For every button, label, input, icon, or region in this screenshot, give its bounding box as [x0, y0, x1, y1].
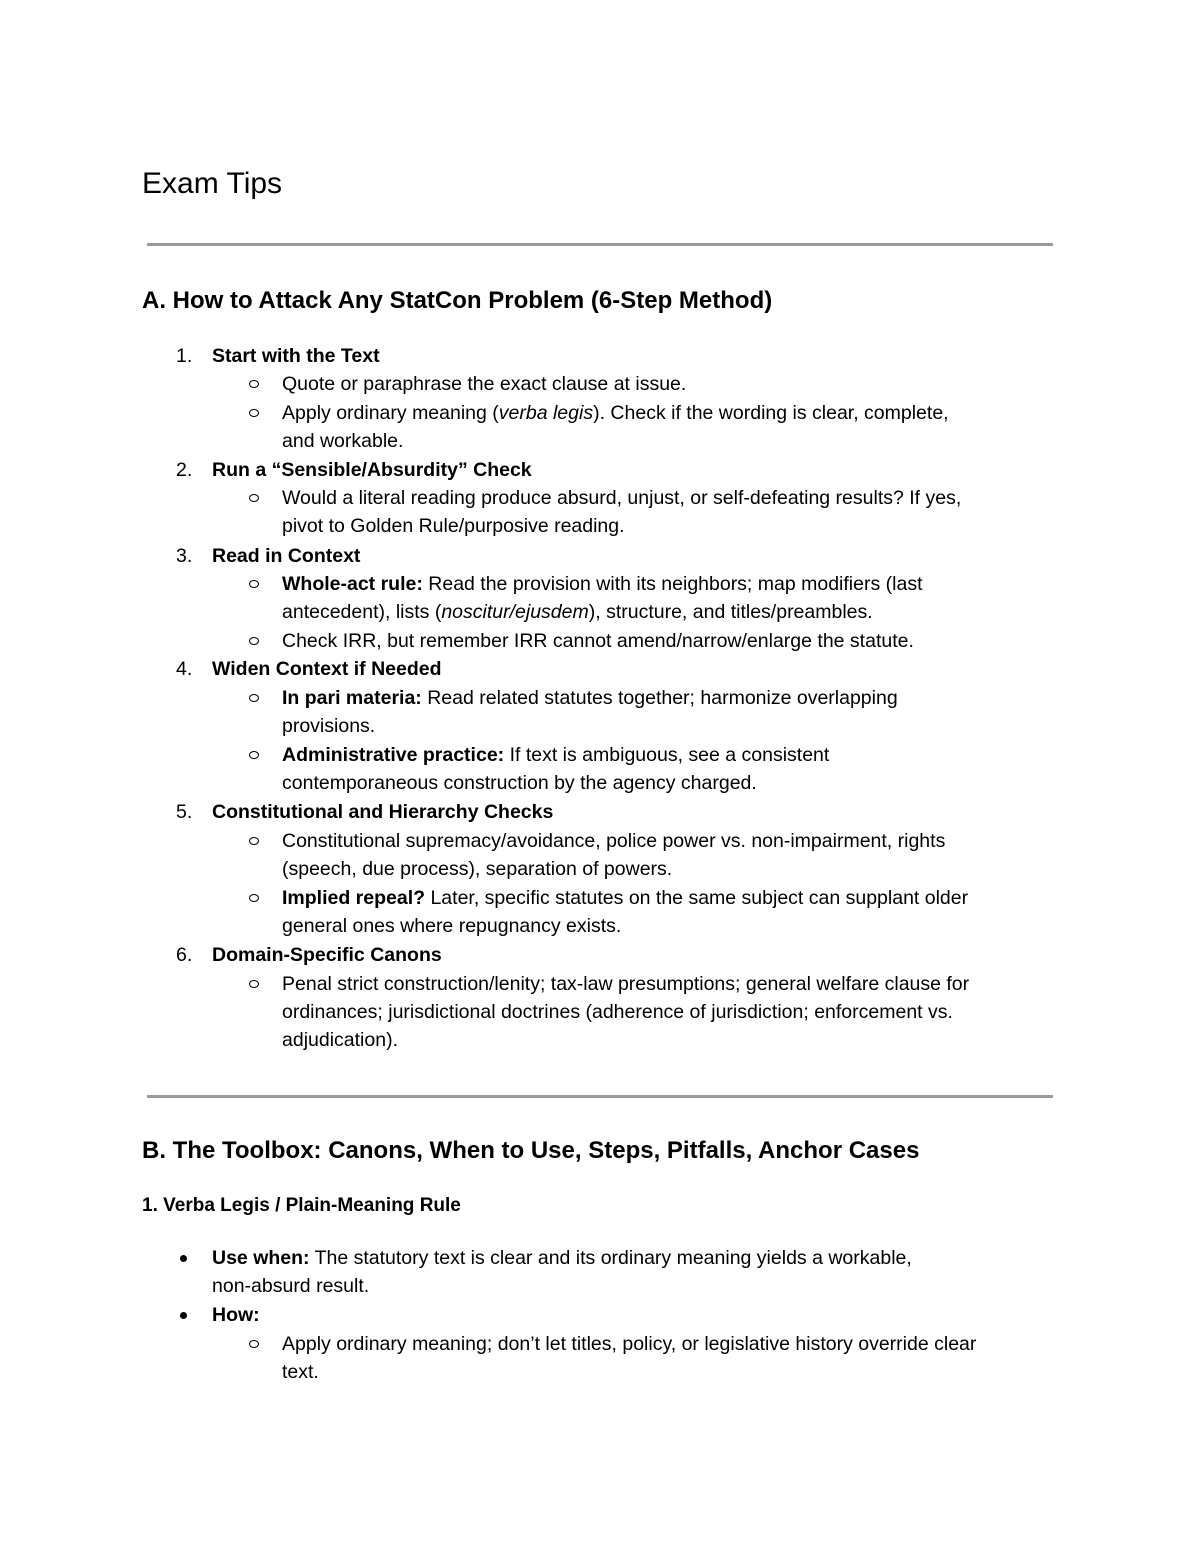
- bullet-text-continued: antecedent), lists (noscitur/ejusdem), structure, and titles/preambles.: [282, 601, 873, 623]
- hollow-bullet-icon: [249, 580, 259, 588]
- horizontal-divider: [147, 1095, 1053, 1098]
- step-label: Domain-Specific Canons: [212, 944, 442, 966]
- hollow-bullet-icon: [249, 894, 259, 902]
- step-number: 6.: [176, 944, 193, 966]
- step-number: 3.: [176, 545, 193, 567]
- hollow-bullet-icon: [249, 751, 259, 759]
- bullet-text-continued: general ones where repugnancy exists.: [282, 915, 622, 937]
- bullet-text-continued: (speech, due process), separation of powers.: [282, 858, 673, 880]
- bullet-text: Administrative practice: If text is ambiguous, see a consistent: [282, 744, 830, 766]
- bullet-text: Whole-act rule: Read the provision with its neighbors; map modifiers (last: [282, 573, 923, 595]
- horizontal-divider: [147, 243, 1053, 246]
- section-a-heading: A. How to Attack Any StatCon Problem (6-Step Method): [142, 287, 773, 314]
- step-number: 2.: [176, 459, 193, 481]
- bullet-text: Would a literal reading produce absurd, unjust, or self-defeating results? If yes,: [282, 487, 962, 509]
- bullet-text: Apply ordinary meaning; don’t let titles, policy, or legislative history override clear: [282, 1333, 977, 1355]
- bullet-text: Use when: The statutory text is clear and its ordinary meaning yields a workable,: [212, 1247, 912, 1269]
- hollow-bullet-icon: [249, 980, 259, 988]
- bullet-text-continued: adjudication).: [282, 1029, 398, 1051]
- step-label: Read in Context: [212, 545, 361, 567]
- hollow-bullet-icon: [249, 494, 259, 502]
- subsection-heading: 1. Verba Legis / Plain-Meaning Rule: [142, 1195, 461, 1216]
- hollow-bullet-icon: [249, 1340, 259, 1348]
- bullet-text-continued: contemporaneous construction by the agency charged.: [282, 772, 757, 794]
- bullet-text-continued: provisions.: [282, 715, 376, 737]
- hollow-bullet-icon: [249, 380, 259, 388]
- step-label: Start with the Text: [212, 345, 380, 367]
- bullet-text-continued: non-absurd result.: [212, 1275, 370, 1297]
- hollow-bullet-icon: [249, 837, 259, 845]
- step-number: 5.: [176, 801, 193, 823]
- page-title: Exam Tips: [142, 167, 283, 200]
- bullet-text: In pari materia: Read related statutes together; harmonize overlapping: [282, 687, 898, 709]
- bullet-text: Check IRR, but remember IRR cannot amend/narrow/enlarge the statute.: [282, 630, 914, 652]
- bullet-text: Constitutional supremacy/avoidance, police power vs. non-impairment, rights: [282, 830, 946, 852]
- filled-bullet-icon: [180, 1312, 187, 1319]
- bullet-text-continued: text.: [282, 1361, 319, 1383]
- bullet-text-continued: ordinances; jurisdictional doctrines (adherence of jurisdiction; enforcement vs.: [282, 1001, 953, 1023]
- bullet-text: Quote or paraphrase the exact clause at issue.: [282, 373, 687, 395]
- filled-bullet-icon: [180, 1255, 187, 1262]
- section-b-heading: B. The Toolbox: Canons, When to Use, Steps, Pitfalls, Anchor Cases: [142, 1137, 920, 1164]
- hollow-bullet-icon: [249, 409, 259, 417]
- bullet-text: Implied repeal? Later, specific statutes on the same subject can supplant older: [282, 887, 969, 909]
- step-label: Run a “Sensible/Absurdity” Check: [212, 459, 532, 481]
- step-number: 4.: [176, 658, 193, 680]
- step-label: Widen Context if Needed: [212, 658, 442, 680]
- step-label: Constitutional and Hierarchy Checks: [212, 801, 554, 823]
- hollow-bullet-icon: [249, 694, 259, 702]
- bullet-text: Apply ordinary meaning (verba legis). Check if the wording is clear, complete,: [282, 402, 949, 424]
- bullet-text: Penal strict construction/lenity; tax-law presumptions; general welfare clause for: [282, 973, 970, 995]
- bullet-text-continued: and workable.: [282, 430, 404, 452]
- step-number: 1.: [176, 345, 193, 367]
- bullet-label: How:: [212, 1304, 260, 1326]
- hollow-bullet-icon: [249, 637, 259, 645]
- bullet-text-continued: pivot to Golden Rule/purposive reading.: [282, 515, 625, 537]
